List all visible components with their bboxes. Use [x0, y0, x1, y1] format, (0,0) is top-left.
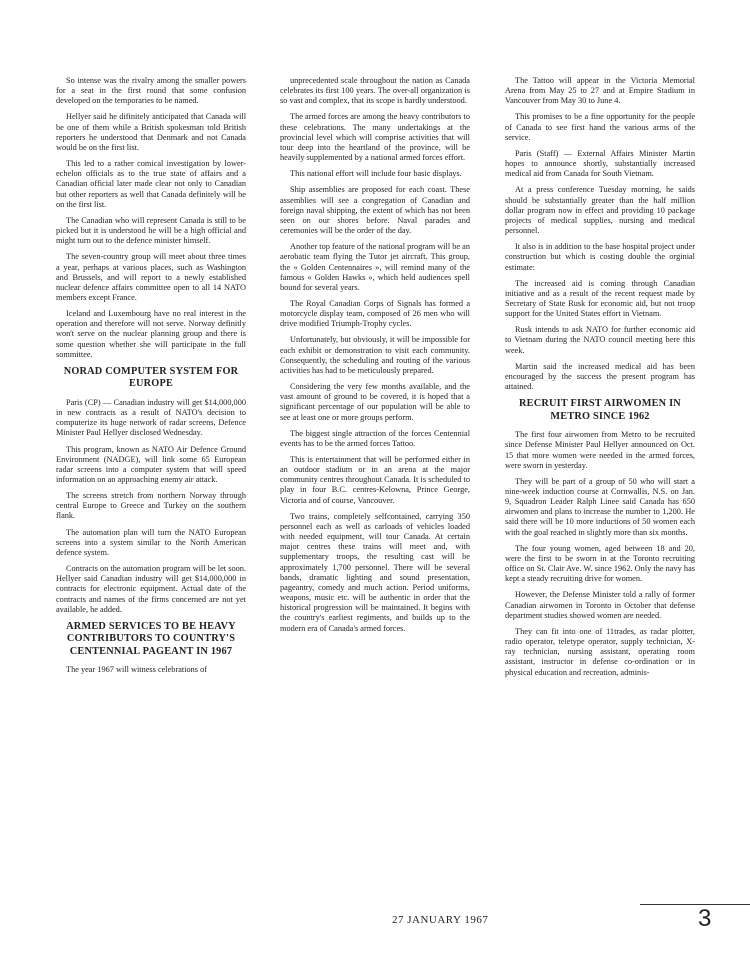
article-paragraph: The Tattoo will appear in the Victoria Memorial Arena from May 25 to 27 and at Empire Stadium in Vancouver from May 30 to June 4.: [505, 76, 695, 106]
article-paragraph: Rusk intends to ask NATO for further economic aid to Vietnam during the NATO council meeting here this week.: [505, 325, 695, 355]
article-column-3: [505, 76, 695, 684]
article-paragraph: Paris (CP) — Canadian industry will get $14,000,000 in new contracts as a result of NATO's decision to computerize its huge network of radar screens, Defence Minister Paul Hellyer disclosed Wednesday.: [56, 397, 246, 438]
article-paragraph: Contracts on the automation program will be let soon. Hellyer said Canadian industry will get $14,000,000 in contracts for electronic equipment. Actual date of the contracts and names of the firms concerned are not yet available, he added.: [56, 564, 246, 614]
article-paragraph: Considering the very few months available, and the vast amount of ground to be covered, it is hoped that a significant percentage of our population will be able to see at least one or more groups perform.: [280, 382, 470, 422]
article-paragraph: This is entertainment that will be performed either in an outdoor stadium or in an arena at the major community centres throughout Canada. It is scheduled to play in four B.C. centres-Kelowna, Prince George, Victoria and of course, Vancouver.: [280, 455, 470, 505]
article-paragraph: Hellyer said he difinitely anticipated that Canada will be one of them while a British spokesman told British reporters he understood that Denmark and not Canada would be on the first list.: [56, 112, 246, 152]
article-paragraph: It also is in addition to the base hospital project under construction but which is costing double the orginial estimate:: [505, 242, 695, 272]
article-paragraph: They will be part of a group of 50 who will start a nine-week induction course at Cornwallis, N.S. on Jan. 9, Squadron Leader Ralph Linee said Canada has 650 airwomen and plans to increase the number to 1,200. He said there will be 10 more inductions of 50 women each with the goal reached in slightly more than six months.: [505, 476, 695, 537]
article-paragraph: The year 1967 will witness celebrations of: [66, 665, 208, 675]
article-paragraph: The armed forces are among the heavy contributors to these celebrations. The many undertakings at the provincial level which will comprise activities that will tour deep into the heartland of the province, will be heavily supplemented by a national armed forces effort.: [280, 112, 470, 163]
article-paragraph: At a press conference Tuesday morning, he saids should be substantially greater than the half million dollar program now in effect and providing 10 package projects of medical supplies, nursing and medical personnel.: [505, 185, 695, 236]
article-headline: NORAD COMPUTER SYSTEM FOR EUROPE: [63, 365, 239, 390]
article-paragraph: The screens stretch from northern Norway through central Europe to Greece and Turkey on the southern flank.: [56, 491, 246, 521]
article-paragraph: This promises to be a fine opportunity for the people of Canada to see first hand the various arms of the service.: [505, 112, 695, 142]
article-paragraph: The Canadian who will represent Canada is still to be picked but it is understood he will be a high official and might turn out to the defence minister himself.: [56, 215, 246, 246]
article-paragraph: The increased aid is coming through Canadian initiative and as a result of the recent request made by Secretary of State Rusk for economic aid, but not troop support for the United States effort in Vietnam.: [505, 278, 695, 319]
article-headline: ARMED SERVICES TO BE HEAVY CONTRIBUTORS TO COUNTRY'S CENTENNIAL PAGEANT IN 1967: [66, 620, 236, 657]
page-number: 3: [698, 905, 712, 932]
article-headline: RECRUIT FIRST AIRWOMEN IN METRO SINCE 1962: [519, 398, 681, 422]
article-paragraph: Paris (Staff) — External Affairs Minister Martin hopes to announce shortly, substantially increased medical aid from Canada for South Vietnam.: [505, 148, 695, 179]
article-paragraph: This national effort will include four basic displays.: [290, 169, 462, 179]
article-paragraph: They can fit into one of 11trades, as radar plotter, radio operator, teletype operator, supply technician, X-ray technician, nursing assistant, operating room assistant, instructor in defense co-ordination or in physical education and recreation, adminis-: [505, 626, 695, 677]
article-paragraph: The seven-country group will meet about three times a year, perhaps at various places, such as Washington and Brussels, and will report to a newly established nuclear defence affairs committee open to all 14 NATO members except France.: [56, 252, 246, 302]
article-column-1: [56, 76, 246, 682]
article-paragraph: The first four airwomen from Metro to be recruited since Defense Minister Paul Hellyer announced on Oct. 15 that more women were needed in the armed forces, were sworn in yesterday.: [505, 430, 695, 470]
article-paragraph: This program, known as NATO Air Defence Ground Environment (NADGE), will link some 65 European radar screens into a computer system that will speed information on an approaching enemy air attack.: [56, 444, 246, 484]
issue-date: 27 JANUARY 1967: [392, 914, 489, 926]
article-paragraph: The four young women, aged between 18 and 20, were the first to be sworn in at the Toronto recruiting office on St. Clair Ave. W. since 1962. Only the navy has kept a steady recruiting drive for women.: [505, 543, 695, 584]
article-paragraph: The Royal Canadian Corps of Signals has formed a motorcycle display team, composed of 26 men who will drive modified Triumph-Trophy cycles.: [280, 298, 470, 329]
article-paragraph: However, the Defense Minister told a rally of former Canadian airwomen in Toronto in October that defense department studies showed women are needed.: [505, 590, 695, 620]
article-paragraph: The automation plan will turn the NATO European screens into a system similar to the North American defence system.: [56, 527, 246, 557]
article-paragraph: unprecedented scale throughout the nation as Canada celebrates its first 100 years. The over-all organization is so vast and complex, that its scope is hardly understood.: [280, 76, 470, 106]
article-paragraph: Another top feature of the national program will be an aerobatic team flying the Tutor jet aircraft. This group, the « Golden Centennaires », will remind many of the famous « Golden Hawks », which held audiences spell bound for several years.: [280, 242, 470, 292]
article-paragraph: So intense was the rivalry among the smaller powers for a seat in the first round that some confusion developed on the temporaries to be named.: [56, 76, 246, 106]
article-paragraph: The biggest single attraction of the forces Centennial events has to be the armed forces Tattoo.: [280, 428, 470, 448]
article-paragraph: Ship assemblies are proposed for each coast. These assemblies will see a congregation of Canadian and foreign naval shipping, the extent of which has not been seen on our shores before. Naval parades and ceremonies will be the order of the day.: [280, 185, 470, 236]
article-paragraph: This led to a rather comical investigation by lower-echelon officials as to the true state of affairs and a Canadian official later made clear not only to Canadian but other reporters as well that Canada definitely will be on the first list.: [56, 159, 246, 209]
article-column-2: [280, 76, 470, 640]
article-paragraph: Martin said the increased medical aid has been encouraged by the success the present program has attained.: [505, 361, 695, 392]
footer-rule: [640, 904, 750, 905]
article-paragraph: Iceland and Luxembourg have no real interest in the operation and therefore will not serve. Norway definitly won't serve on the nuclear planning group and there is some question whether she will participate in the full sommittee.: [56, 309, 246, 359]
article-paragraph: Unfortunately, but obviously, it will be impossible for each exhibit or demonstration to visit each community. Consequently, the scheduling and routing of the various activities has had to be meticulously prepared.: [280, 335, 470, 375]
article-paragraph: Two trains, completely selfcontained, carrying 350 personnel each as well as carloads of vehicles loaded with needed equipment, will tour Canada. At certain major centres these trains will meet and, with supplementary troops, the resulting cast will be approximately 1,700 personnel. There will be several bands, dramatic lighting and sound presentation, pageantry, comedy and much action. Period uniforms, weapons, music etc. will be authentic in order that the historical progression will be maintained. It begins with the country's earliest regiments, and builds up to the modern era of Canada's armed forces.: [280, 511, 470, 633]
